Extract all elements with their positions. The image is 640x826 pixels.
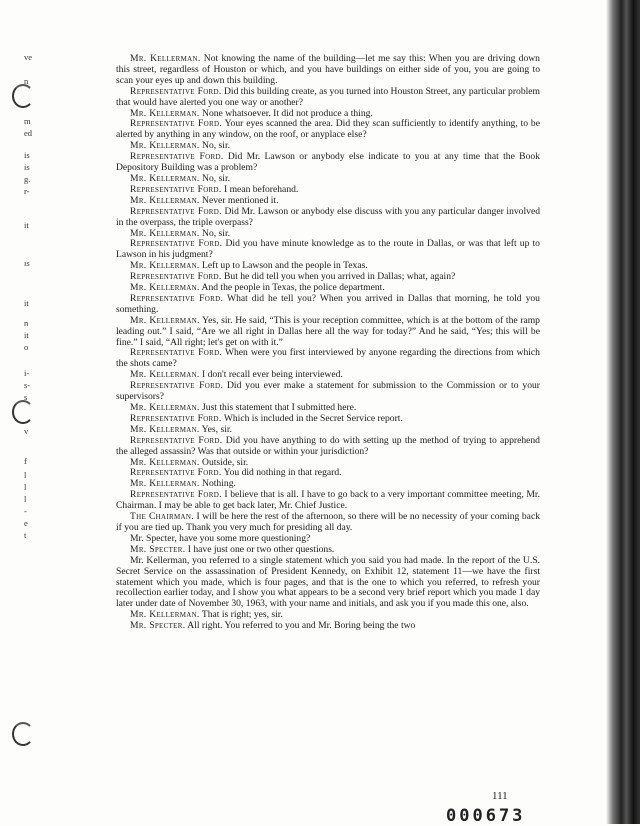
paragraph-text: Nothing. — [199, 478, 236, 490]
speaker-name: Representative Ford. — [130, 85, 222, 97]
document-stamp-number: 000673 — [446, 806, 526, 826]
speaker-name: Mr. Kellerman. — [130, 282, 200, 294]
paragraph-text: No, sir. — [199, 140, 231, 152]
speaker-name: Mr. Specter. — [130, 620, 186, 632]
paragraph-text: When were you first interviewed by anyone regarding the directions from which the shots came? — [116, 347, 540, 370]
speaker-name: Mr. Specter. — [130, 543, 186, 555]
paragraph-text: Yes, sir. He said, “This is your reception committee, which is at the bottom of the ramp leading out.” I said, “Are we all right in Dallas here all the way for today?” And he said, “Yes; this will be fine.” I said, “All right; let's get on with it.” — [116, 314, 540, 348]
paragraph-text: Not knowing the name of the building—let me say this: When you are driving down this street, regardless of Houston or which, and you have buildings on either side of you, you are going to scan your eyes up and down this building. — [116, 53, 540, 86]
paragraph-text: And the people in Texas, the police department. — [199, 282, 385, 294]
margin-fragment: it — [24, 330, 29, 340]
speaker-name: Representative Ford. — [130, 271, 222, 283]
paragraph-text: I believe that is all. I have to go back to a very important committee meeting, Mr. Chairman. I may be able to get back later, Mr. Chief Justice. — [116, 489, 540, 512]
transcript-paragraph — [116, 207, 540, 229]
margin-fragment: m — [24, 116, 31, 126]
speaker-name: Mr. Kellerman. — [130, 194, 200, 206]
paragraph-text: Did Mr. Lawson or anybody else discuss with you any particular danger involved in the overpass, the triple overpass? — [116, 205, 540, 228]
paragraph-text: But he did tell you when you arrived in Dallas; what, again? — [221, 271, 456, 283]
paragraph-text: Your eyes scanned the area. Did they scan sufficiently to identify anything, to be alerted by anything in any window, on the roof, or anyplace else? — [116, 118, 540, 141]
paragraph-text: Which is included in the Secret Service report. — [221, 412, 403, 424]
speaker-name: Mr. Kellerman. — [130, 369, 200, 381]
margin-fragment: is — [24, 162, 30, 172]
transcript-paragraph — [116, 294, 540, 316]
transcript-body — [116, 54, 540, 632]
speaker-name: Mr. Kellerman. — [130, 609, 200, 621]
margin-fragment: i- — [24, 368, 30, 378]
paragraph-text: Never mentioned it. — [199, 194, 279, 206]
transcript-paragraph — [116, 512, 540, 534]
margin-fragment: ed — [24, 128, 33, 138]
margin-fragment: f — [24, 456, 27, 466]
margin-fragment: t — [24, 530, 27, 540]
transcript-paragraph — [116, 556, 540, 611]
speaker-name: Representative Ford. — [130, 205, 222, 217]
speaker-name: Mr. Kellerman. — [130, 456, 200, 468]
speaker-name: Mr. Kellerman. — [130, 107, 200, 119]
speaker-name: Mr. Kellerman. — [130, 172, 200, 184]
speaker-name: Representative Ford. — [130, 380, 224, 392]
paragraph-text: That is right; yes, sir. — [199, 609, 283, 621]
paragraph-text: Mr. Specter, have you some more questioning? — [130, 532, 311, 544]
margin-fragment: it — [24, 220, 29, 230]
margin-fragment: ıs — [24, 258, 30, 268]
transcript-paragraph — [116, 119, 540, 141]
speaker-name: Representative Ford. — [130, 412, 222, 424]
transcript-paragraph — [116, 54, 540, 87]
transcript-paragraph — [116, 152, 540, 174]
speaker-name: Mr. Kellerman. — [130, 478, 200, 490]
paragraph-text: None whatsoever. It did not produce a thing. — [199, 107, 373, 119]
punch-hole — [12, 722, 34, 746]
margin-fragment: s- — [24, 380, 31, 390]
margin-fragment: ve — [24, 52, 33, 62]
paragraph-text: Left up to Lawson and the people in Texas. — [199, 260, 368, 272]
speaker-name: Representative Ford. — [130, 467, 222, 479]
paragraph-text: Mr. Kellerman, you referred to a single statement which you said you had made. In the report of the U.S. Secret Service on the assassination of President Kennedy, on Exhibit 12, statement 11—we have the first statement which you made, which is four pages, and that is the one to which you referred, to refresh your recollection earlier today, and I show you what appears to be a second very brief report which you made 1 day later under date of November 30, 1963, with your name and initials, and ask you if you made this one, also. — [116, 554, 540, 610]
transcript-paragraph — [116, 436, 540, 458]
speaker-name: Representative Ford. — [130, 347, 223, 359]
paragraph-text: No, sir. — [199, 227, 231, 239]
speaker-name: Mr. Kellerman. — [130, 260, 200, 272]
margin-fragment: n — [24, 76, 29, 86]
punch-hole — [12, 84, 34, 108]
paragraph-text: Outside, sir. — [199, 456, 249, 468]
speaker-name: Representative Ford. — [130, 489, 222, 501]
speaker-name: Mr. Kellerman. — [130, 53, 201, 64]
margin-fragment: o — [24, 342, 29, 352]
margin-fragment: r- — [24, 186, 30, 196]
speaker-name: The Chairman. — [130, 511, 194, 523]
margin-fragment: n — [24, 318, 29, 328]
transcript-paragraph — [116, 490, 540, 512]
paragraph-text: Did this building create, as you turned into Houston Street, any particular problem that would have alerted you one way or another? — [116, 85, 540, 108]
speaker-name: Mr. Kellerman. — [130, 140, 200, 152]
margin-fragment: - — [24, 506, 27, 516]
paragraph-text: Yes, sir. — [199, 423, 232, 435]
page-number: 111 — [492, 790, 508, 802]
paragraph-text: Did you have anything to do with setting up the method of trying to apprehend the alleged assassin? Was that outside or within your jurisdiction? — [116, 434, 540, 457]
paragraph-text: I will be here the rest of the afternoon, so there will be no necessity of your coming back if you are tied up. Thank you very much for presiding all day. — [116, 511, 540, 533]
speaker-name: Representative Ford. — [130, 183, 222, 195]
speaker-name: Representative Ford. — [130, 238, 223, 250]
speaker-name: Representative Ford. — [130, 434, 223, 446]
speaker-name: Representative Ford. — [130, 118, 223, 130]
paragraph-text: Did you have minute knowledge as to the route in Dallas, or was that left up to Lawson in his judgment? — [116, 238, 540, 261]
paragraph-text: All right. You referred to you and Mr. Boring being the two — [185, 620, 416, 632]
paragraph-text: Did you ever make a statement for submission to the Commission or to your supervisors? — [116, 380, 540, 403]
margin-fragment: is — [24, 150, 30, 160]
paragraph-text: I don't recall ever being interviewed. — [199, 369, 343, 381]
speaker-name: Representative Ford. — [130, 151, 224, 163]
margin-fragment: it — [24, 298, 29, 308]
paragraph-text: No, sir. — [199, 172, 231, 184]
margin-fragment: g. — [24, 174, 31, 184]
margin-fragment: s — [24, 392, 28, 402]
transcript-paragraph — [116, 239, 540, 261]
margin-fragment: l — [24, 494, 27, 504]
transcript-paragraph — [116, 87, 540, 109]
transcript-paragraph — [116, 621, 540, 632]
paragraph-text: What did he tell you? When you arrived in Dallas that morning, he told you something. — [116, 292, 540, 315]
margin-fragment: l — [24, 482, 27, 492]
speaker-name: Representative Ford. — [130, 292, 224, 304]
paragraph-text: Did Mr. Lawson or anybody else indicate to you at any time that the Book Depository Building was a problem? — [116, 151, 540, 174]
speaker-name: Mr. Kellerman. — [130, 227, 200, 239]
paragraph-text: You did nothing in that regard. — [221, 467, 342, 479]
transcript-paragraph — [116, 381, 540, 403]
scanned-page-edge — [606, 0, 640, 824]
transcript-paragraph — [116, 348, 540, 370]
margin-fragment: l — [24, 470, 27, 480]
paragraph-text: Just this statement that I submitted here. — [199, 402, 357, 413]
margin-fragment: e — [24, 518, 28, 528]
speaker-name: Mr. Kellerman. — [130, 423, 200, 435]
punch-hole — [12, 400, 34, 424]
speaker-name: Mr. Kellerman. — [130, 402, 200, 413]
left-margin-bleed-through — [0, 0, 48, 824]
margin-fragment: v — [24, 426, 29, 436]
speaker-name: Mr. Kellerman. — [130, 314, 200, 326]
paragraph-text: I have just one or two other questions. — [185, 543, 335, 555]
transcript-paragraph — [116, 316, 540, 349]
paragraph-text: I mean beforehand. — [221, 183, 299, 195]
